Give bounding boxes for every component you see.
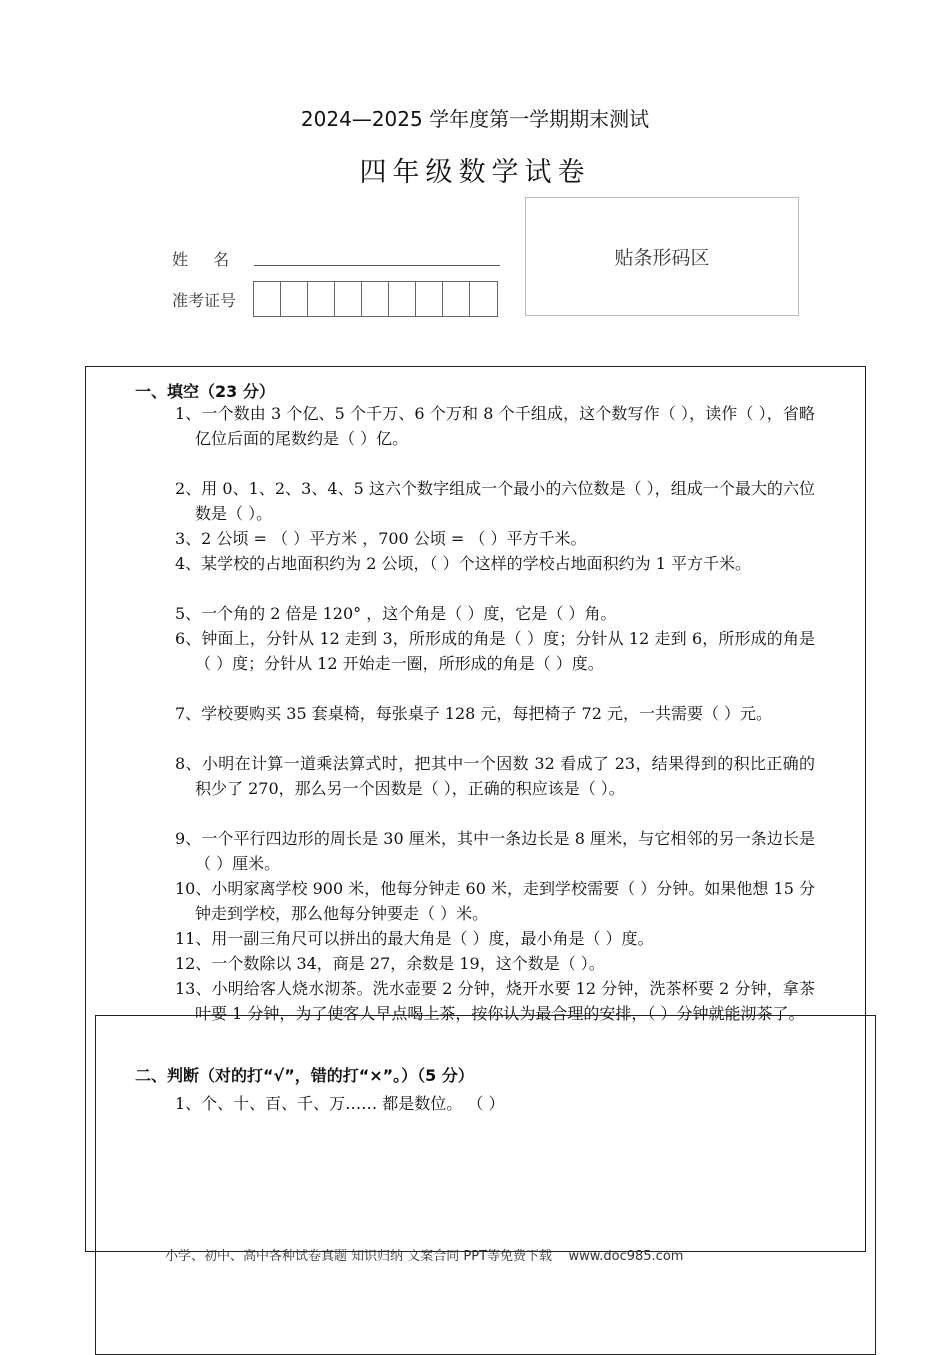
admission-digit-box[interactable]: [470, 282, 497, 316]
question-1-3: 3、2 公顷 = （ ）平方米 ，700 公顷 = （ ）平方千米。: [175, 529, 587, 548]
question-1-7: 7、学校要购买 35 套桌椅，每张桌子 128 元，每把椅子 72 元，一共需要（ ）元。: [175, 704, 773, 723]
question-1-1: 1、一个数由 3 个亿、5 个千万、6 个万和 8 个千组成，这个数写作（ ），读作（ ），省略亿位后面的尾数约是（ ）亿。: [175, 404, 815, 448]
question-1-13: 13、小明给客人烧水沏茶。洗水壶要 2 分钟，烧开水要 12 分钟，洗茶杯要 2 分钟，拿茶叶要 1 分钟，为了使客人早点喝上茶，按你认为最合理的安排，（ ）分钟就能沏茶了。: [175, 979, 815, 1023]
name-label: 姓 名: [172, 250, 240, 269]
admission-digit-box[interactable]: [362, 282, 389, 316]
barcode-label: 贴条形码区: [614, 247, 710, 269]
exam-heading: 2024—2025 学年度第一学期期末测试: [300, 107, 650, 131]
admission-digit-box[interactable]: [443, 282, 470, 316]
question-1-2: 2、用 0、1、2、3、4、5 这六个数字组成一个最小的六位数是（ ），组成一个最大的六位数是（ ）。: [175, 479, 815, 523]
question-1-5: 5、一个角的 2 倍是 120° ，这个角是（ ）度，它是（ ）角。: [175, 604, 617, 623]
admission-digit-box[interactable]: [281, 282, 308, 316]
name-field[interactable]: [254, 265, 500, 266]
section-2-title: 二、判断（对的打“√”，错的打“×”。）（5 分）: [135, 1066, 474, 1085]
footer-text: 小学、初中、高中各种试卷真题 知识归纳 文案合同 PPT等免费下载 www.doc985.com: [165, 1249, 684, 1264]
section-1-title: 一、填空（23 分）: [135, 382, 275, 401]
admission-digit-box[interactable]: [335, 282, 362, 316]
question-1-4: 4、某学校的占地面积约为 2 公顷，（ ）个这样的学校占地面积约为 1 平方千米。: [175, 554, 751, 573]
question-1-9: 9、一个平行四边形的周长是 30 厘米，其中一条边长是 8 厘米，与它相邻的另一条边长是（ ）厘米。: [175, 829, 815, 873]
admission-number-label: 准考证号: [172, 291, 237, 310]
admission-digit-box[interactable]: [416, 282, 443, 316]
question-1-12: 12、一个数除以 34，商是 27，余数是 19，这个数是（ ）。: [175, 954, 605, 973]
admission-number-boxes[interactable]: [253, 281, 498, 317]
admission-digit-box[interactable]: [254, 282, 281, 316]
barcode-area: [525, 197, 799, 316]
question-1-11: 11、用一副三角尺可以拼出的最大角是（ ）度，最小角是（ ）度。: [175, 929, 654, 948]
question-1-6: 6、钟面上，分针从 12 走到 3，所形成的角是（ ）度；分针从 12 走到 6，所形成的角是（ ）度；分针从 12 开始走一圈，所形成的角是（ ）度。: [175, 629, 815, 673]
paper-title: 四年级数学试卷: [359, 157, 591, 188]
admission-digit-box[interactable]: [308, 282, 335, 316]
question-2-1: 1、个、十、百、千、万…… 都是数位。 （ ）: [175, 1094, 505, 1113]
question-1-10: 10、小明家离学校 900 米，他每分钟走 60 米，走到学校需要（ ）分钟。如果他想 15 分钟走到学校，那么他每分钟要走（ ）米。: [175, 879, 815, 923]
question-1-8: 8、小明在计算一道乘法算式时，把其中一个因数 32 看成了 23，结果得到的积比正确的积少了 270，那么另一个因数是（ ），正确的积应该是（ ）。: [175, 754, 815, 798]
admission-digit-box[interactable]: [389, 282, 416, 316]
